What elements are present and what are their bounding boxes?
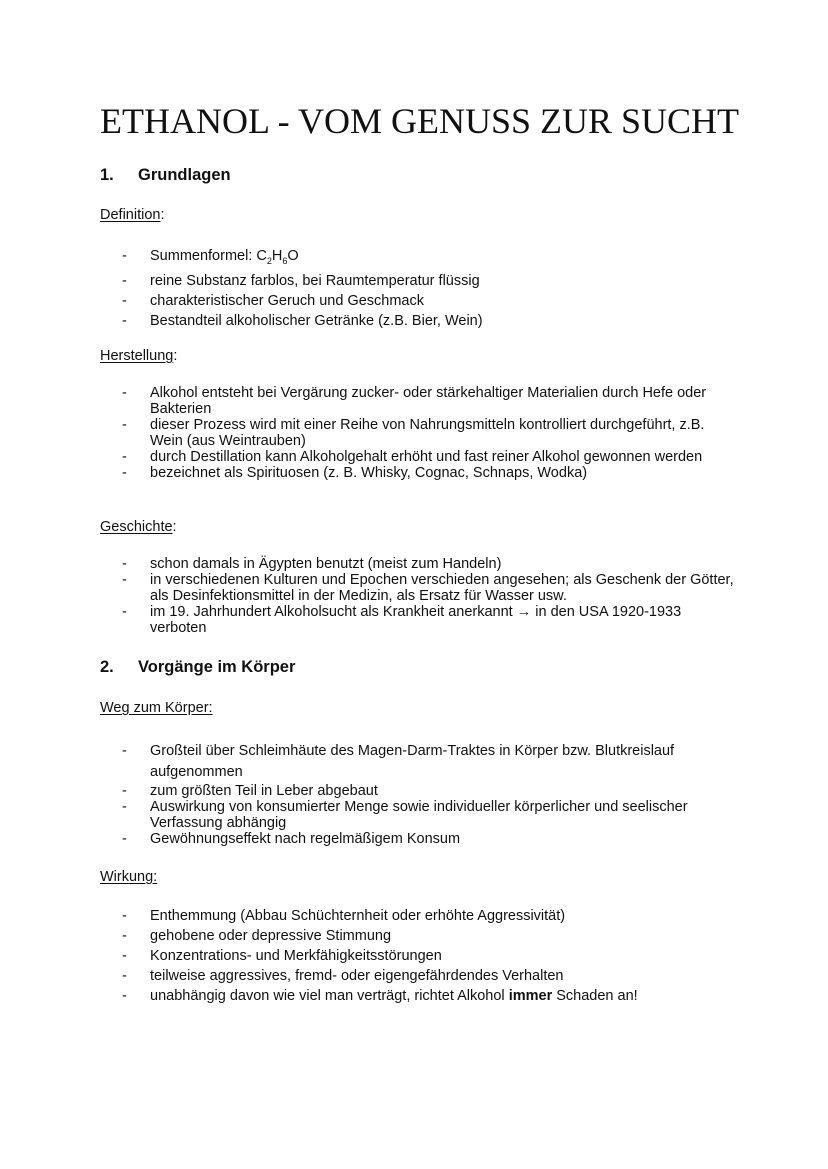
bullet-dash: - [122, 831, 127, 847]
section-heading-vorgaenge [100, 657, 295, 677]
list-item [100, 799, 740, 831]
list-item-text: Alkohol entsteht bei Vergärung zucker- oder stärkehaltiger Materialien durch Hefe oder Bakterien [150, 385, 707, 417]
list-item [100, 604, 740, 636]
list-item-text: schon damals in Ägypten benutzt (meist zum Handeln) [150, 556, 502, 572]
herstellung-list [100, 385, 740, 481]
list-item-text: zum größten Teil in Leber abgebaut [150, 783, 378, 799]
list-item-text: Auswirkung von konsumierter Menge sowie individueller körperlicher und seelischer Verfassung abhängig [150, 799, 688, 831]
bullet-dash: - [122, 312, 127, 329]
subheading-geschichte [100, 518, 177, 536]
subheading-label: Herstellung [100, 348, 174, 364]
bullet-dash: - [122, 572, 127, 588]
formula-text: Summenformel: $C_2H_6O$ [150, 248, 299, 266]
bullet-dash: - [122, 556, 127, 572]
list-item [100, 385, 740, 417]
list-item [100, 417, 740, 449]
list-item-text: bezeichnet als Spirituosen (z. B. Whisky, Cognac, Schnaps, Wodka) [150, 465, 588, 481]
list-item-text: im 19. Jahrhundert Alkoholsucht als Krankheit anerkannt → in den USA 1920-1933 verboten [150, 604, 682, 636]
list-item-text: reine Substanz farblos, bei Raumtemperatur flüssig [150, 272, 480, 289]
section-number: 2. [100, 658, 114, 676]
subheading-herstellung [100, 347, 177, 365]
subheading-definition [100, 206, 164, 224]
bullet-dash: - [122, 465, 127, 481]
list-item [100, 248, 740, 269]
list-item [100, 273, 740, 289]
section-number: 1. [100, 166, 114, 184]
list-item [100, 572, 740, 604]
list-item-text: teilweise aggressives, fremd- oder eigengefährdendes Verhalten [150, 968, 564, 984]
list-item [100, 783, 740, 799]
list-item-text: Enthemmung (Abbau Schüchternheit oder erhöhte Aggressivität) [150, 908, 566, 924]
list-item-text: Konzentrations- und Merkfähigkeitsstörungen [150, 948, 442, 964]
definition-list [100, 248, 740, 329]
document-title: ETHANOL - VOM GENUSS ZUR SUCHT [100, 101, 740, 141]
list-item-text: dieser Prozess wird mit einer Reihe von Nahrungsmitteln kontrolliert durchgeführt, z.B. Wein (aus Weintrauben) [150, 417, 705, 449]
list-item-text: in verschiedenen Kulturen und Epochen verschieden angesehen; als Geschenk der Götter, als Desinfektionsmittel in der Medizin, als Ersatz für Wasser usw. [150, 572, 734, 604]
list-item [100, 988, 740, 1004]
bullet-dash: - [122, 783, 127, 799]
list-item [100, 556, 740, 572]
bullet-dash: - [122, 988, 127, 1004]
list-item [100, 293, 740, 309]
emphasis-text: immer [508, 988, 553, 1004]
section-title: Grundlagen [138, 166, 231, 184]
subheading-label: Geschichte [100, 519, 173, 535]
bullet-dash: - [122, 385, 127, 401]
subheading-label: Definition [100, 207, 161, 223]
list-item-text: gehobene oder depressive Stimmung [150, 928, 392, 944]
list-item [100, 741, 740, 783]
bullet-dash: - [122, 292, 127, 309]
bullet-dash: - [122, 928, 127, 944]
list-item [100, 948, 740, 964]
subheading-suffix: : [173, 348, 178, 364]
bullet-dash: - [122, 743, 127, 759]
list-item-text: unabhängig davon wie viel man verträgt, richtet Alkohol immer Schaden an! [150, 988, 638, 1004]
bullet-dash: - [122, 449, 127, 465]
bullet-dash: - [122, 417, 127, 433]
list-item [100, 465, 740, 481]
subheading-wirkung [100, 868, 157, 886]
section-heading-grundlagen [100, 165, 231, 185]
bullet-dash: - [122, 272, 127, 289]
subheading-suffix: : [160, 207, 165, 223]
list-item-text: Bestandteil alkoholischer Getränke (z.B. Bier, Wein) [150, 312, 483, 329]
list-item [100, 449, 740, 465]
list-item [100, 313, 740, 329]
list-item-text: charakteristischer Geruch und Geschmack [150, 292, 424, 309]
wirkung-list [100, 908, 740, 1004]
list-item-text: durch Destillation kann Alkoholgehalt erhöht und fast reiner Alkohol gewonnen werden [150, 449, 703, 465]
bullet-dash: - [122, 799, 127, 815]
bullet-dash: - [122, 908, 127, 924]
list-item-text: Großteil über Schleimhäute des Magen-Darm-Traktes in Körper bzw. Blutkreislauf aufgenommen [150, 743, 675, 780]
bullet-dash: - [122, 968, 127, 984]
list-item [100, 831, 740, 847]
list-item [100, 908, 740, 924]
subheading-label: Weg zum Körper: [100, 700, 213, 716]
subheading-label: Wirkung: [100, 869, 158, 885]
geschichte-list [100, 556, 740, 636]
bullet-dash: - [122, 248, 127, 264]
bullet-dash: - [122, 948, 127, 964]
list-item [100, 968, 740, 984]
section-title: Vorgänge im Körper [138, 658, 296, 676]
weg-zum-koerper-list [100, 741, 740, 847]
list-item [100, 928, 740, 944]
list-item-text: Gewöhnungseffekt nach regelmäßigem Konsum [150, 831, 461, 847]
subheading-suffix: : [172, 519, 177, 535]
bullet-dash: - [122, 604, 127, 620]
subheading-weg-zum-koerper [100, 699, 213, 717]
